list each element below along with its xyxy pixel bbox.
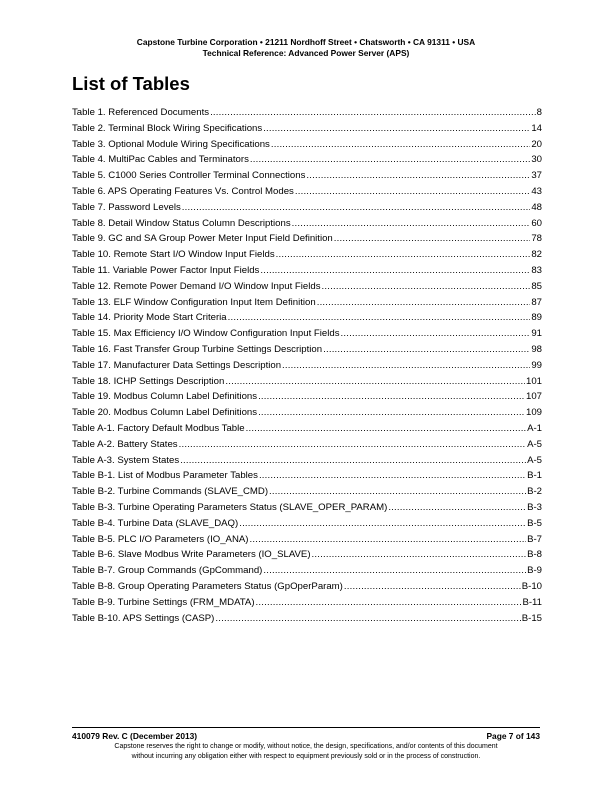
toc-entry-page: A-5 <box>527 438 542 450</box>
toc-entry[interactable] <box>72 516 542 532</box>
toc-entry-page: B-7 <box>527 533 542 545</box>
toc-dot-leader <box>306 168 530 184</box>
toc-dot-leader <box>239 516 526 532</box>
toc-entry[interactable] <box>72 216 542 232</box>
toc-dot-leader <box>276 247 531 263</box>
toc-entry-label: Table 16. Fast Transfer Group Turbine Settings Description <box>72 343 323 355</box>
toc-entry[interactable] <box>72 121 542 137</box>
toc-entry-page: 82 <box>531 249 542 261</box>
toc-entry[interactable] <box>72 200 542 216</box>
toc-entry-page: 8 <box>536 107 542 118</box>
toc-dot-leader <box>388 500 526 516</box>
toc-entry-label: Table B-5. PLC I/O Parameters (IO_ANA) <box>72 533 249 545</box>
footer-divider <box>72 727 540 728</box>
toc-entry-label: Table 14. Priority Mode Start Criteria <box>72 312 227 324</box>
toc-dot-leader <box>228 310 531 326</box>
toc-entry-page: B-15 <box>521 612 542 624</box>
toc-dot-leader <box>179 437 526 453</box>
toc-entry[interactable] <box>72 137 542 153</box>
toc-entry-page: 48 <box>531 201 542 213</box>
toc-entry-label: Table 5. C1000 Series Controller Terminal Connections <box>72 170 306 182</box>
toc-entry-label: Table A-3. System States <box>72 454 180 466</box>
toc-dot-leader <box>263 563 526 579</box>
toc-dot-leader <box>271 137 530 153</box>
toc-entry-page: 37 <box>531 170 542 182</box>
toc-entry[interactable] <box>72 421 542 437</box>
toc-dot-leader <box>215 611 520 627</box>
toc-entry-label: Table B-8. Group Operating Parameters Status (GpOperParam) <box>72 580 343 592</box>
toc-entry-page: 99 <box>531 359 542 371</box>
toc-entry-page: 101 <box>525 375 542 387</box>
toc-dot-leader <box>295 184 530 200</box>
toc-entry[interactable] <box>72 326 542 342</box>
toc-entry-label: Table 4. MultiPac Cables and Terminators <box>72 154 249 166</box>
toc-entry[interactable] <box>72 279 542 295</box>
toc-entry[interactable] <box>72 374 542 390</box>
toc-entry-page: 83 <box>531 264 542 276</box>
toc-dot-leader <box>323 342 530 358</box>
toc-dot-leader <box>341 326 531 342</box>
toc-dot-leader <box>260 263 530 279</box>
toc-entry[interactable] <box>72 231 542 247</box>
toc-entry[interactable] <box>72 168 542 184</box>
toc-entry[interactable] <box>72 295 542 311</box>
toc-entry[interactable] <box>72 532 542 548</box>
toc-entry-label: Table 1. Referenced Documents <box>72 107 210 118</box>
toc-dot-leader <box>282 358 530 374</box>
toc-entry[interactable] <box>72 453 542 469</box>
toc-entry-page: B-9 <box>527 565 542 577</box>
toc-dot-leader <box>210 105 536 121</box>
toc-entry-label: Table 6. APS Operating Features Vs. Control Modes <box>72 185 294 197</box>
toc-entry[interactable] <box>72 547 542 563</box>
toc-entry-label: Table 19. Modbus Column Label Definitions <box>72 391 258 403</box>
toc-entry-label: Table 15. Max Efficiency I/O Window Configuration Input Fields <box>72 328 340 340</box>
toc-dot-leader <box>292 216 531 232</box>
toc-entry-page: A-1 <box>527 422 542 434</box>
toc-dot-leader <box>259 468 526 484</box>
toc-entry-label: Table B-7. Group Commands (GpCommand) <box>72 565 263 577</box>
toc-entry-label: Table A-1. Factory Default Modbus Table <box>72 422 245 434</box>
toc-entry-page: B-10 <box>521 580 542 592</box>
toc-entry[interactable] <box>72 263 542 279</box>
toc-entry[interactable] <box>72 184 542 200</box>
toc-dot-leader <box>180 453 526 469</box>
toc-entry-label: Table B-9. Turbine Settings (FRM_MDATA) <box>72 596 255 608</box>
toc-entry-page: B-1 <box>527 470 542 482</box>
toc-dot-leader <box>322 279 531 295</box>
toc-entry-page: 30 <box>531 154 542 166</box>
toc-entry-label: Table 8. Detail Window Status Column Descriptions <box>72 217 291 229</box>
toc-entry-page: 109 <box>525 407 542 419</box>
toc-entry-label: Table A-2. Battery States <box>72 438 178 450</box>
toc-entry-page: B-2 <box>527 486 542 498</box>
toc-dot-leader <box>258 405 525 421</box>
toc-entry[interactable] <box>72 310 542 326</box>
footer-page-number: Page 7 of 143 <box>486 731 540 741</box>
toc-entry-page: 85 <box>531 280 542 292</box>
toc-dot-leader <box>182 200 531 216</box>
toc-entry-page: B-3 <box>527 501 542 513</box>
toc-entry[interactable] <box>72 389 542 405</box>
toc-entry-page: 14 <box>531 122 542 134</box>
toc-dot-leader <box>250 152 530 168</box>
header-company-line: Capstone Turbine Corporation • 21211 Nordhoff Street • Chatsworth • CA 91311 • USA <box>136 37 476 47</box>
toc-dot-leader <box>258 389 525 405</box>
toc-entry-label: Table B-10. APS Settings (CASP) <box>72 612 215 624</box>
toc-entry-label: Table 20. Modbus Column Label Definitions <box>72 407 258 419</box>
toc-entry-label: Table 9. GC and SA Group Power Meter Input Field Definition <box>72 233 333 245</box>
toc-entry-label: Table 10. Remote Start I/O Window Input Fields <box>72 249 275 261</box>
toc-entry-page: 107 <box>525 391 542 403</box>
toc-entry-label: Table 3. Optional Module Wiring Specifications <box>72 138 270 150</box>
toc-entry-label: Table 11. Variable Power Factor Input Fields <box>72 264 260 276</box>
toc-entry[interactable] <box>72 579 542 595</box>
toc-entry[interactable] <box>72 484 542 500</box>
toc-dot-leader <box>263 121 530 137</box>
toc-dot-leader <box>249 532 526 548</box>
toc-entry-page: 78 <box>531 233 542 245</box>
toc-dot-leader <box>344 579 521 595</box>
toc-entry-page: B-11 <box>522 596 542 608</box>
toc-entry-page: 43 <box>531 185 542 197</box>
toc-dot-leader <box>256 595 522 611</box>
toc-entry[interactable] <box>72 247 542 263</box>
toc-entry-label: Table 13. ELF Window Configuration Input Item Definition <box>72 296 316 308</box>
toc-dot-leader <box>225 374 525 390</box>
toc-dot-leader <box>317 295 531 311</box>
toc-entry-label: Table 12. Remote Power Demand I/O Window Input Fields <box>72 280 321 292</box>
toc-entry-page: A-5 <box>527 454 542 466</box>
toc-entry[interactable] <box>72 437 542 453</box>
toc-entry[interactable] <box>72 105 542 121</box>
header-document-line: Technical Reference: Advanced Power Server (APS) <box>202 48 410 58</box>
toc-entry-label: Table 2. Terminal Block Wiring Specifications <box>72 122 263 134</box>
toc-entry-label: Table B-3. Turbine Operating Parameters Status (SLAVE_OPER_PARAM) <box>72 501 388 513</box>
toc-entry-page: 20 <box>531 138 542 150</box>
toc-entry-page: B-8 <box>527 549 542 561</box>
footer-doc-number: 410079 Rev. C (December 2013) <box>72 731 198 741</box>
toc-entry[interactable] <box>72 611 542 627</box>
toc-entry-label: Table B-1. List of Modbus Parameter Tables <box>72 470 258 482</box>
toc-entry[interactable] <box>72 405 542 421</box>
toc-entry-page: 89 <box>531 312 542 324</box>
toc-entry-label: Table 17. Manufacturer Data Settings Description <box>72 359 282 371</box>
toc-entry-label: Table 18. ICHP Settings Description <box>72 375 225 387</box>
toc-entry-page: 91 <box>531 328 542 340</box>
toc-entry-page: 87 <box>531 296 542 308</box>
toc-entry[interactable] <box>72 563 542 579</box>
toc-dot-leader <box>269 484 526 500</box>
toc-entry-label: Table 7. Password Levels <box>72 201 181 213</box>
toc-dot-leader <box>312 547 527 563</box>
toc-entry[interactable] <box>72 500 542 516</box>
toc-entry[interactable] <box>72 342 542 358</box>
toc-entry-page: 98 <box>531 343 542 355</box>
toc-dot-leader <box>246 421 526 437</box>
toc-entry-label: Table B-2. Turbine Commands (SLAVE_CMD) <box>72 486 269 498</box>
toc-dot-leader <box>334 231 531 247</box>
toc-entry-label: Table B-6. Slave Modbus Write Parameters (IO_SLAVE) <box>72 549 311 561</box>
toc-entry-label: Table B-4. Turbine Data (SLAVE_DAQ) <box>72 517 239 529</box>
toc-entry[interactable] <box>72 468 542 484</box>
disclaimer-line-1: Capstone reserves the right to change or modify, without notice, the design, specifications, and/or contents of this document <box>114 743 498 750</box>
toc-entry[interactable] <box>72 358 542 374</box>
toc-entry-page: 60 <box>531 217 542 229</box>
disclaimer-line-2: without incurring any obligation either with respect to equipment previously sold or in the process of construction. <box>131 752 481 760</box>
toc-entry[interactable] <box>72 152 542 168</box>
list-of-tables <box>72 105 542 626</box>
toc-entry-page: B-5 <box>527 517 542 529</box>
toc-entry[interactable] <box>72 595 542 611</box>
page-title: List of Tables <box>72 73 190 94</box>
page-header <box>0 37 612 59</box>
footer-disclaimer <box>0 742 612 761</box>
